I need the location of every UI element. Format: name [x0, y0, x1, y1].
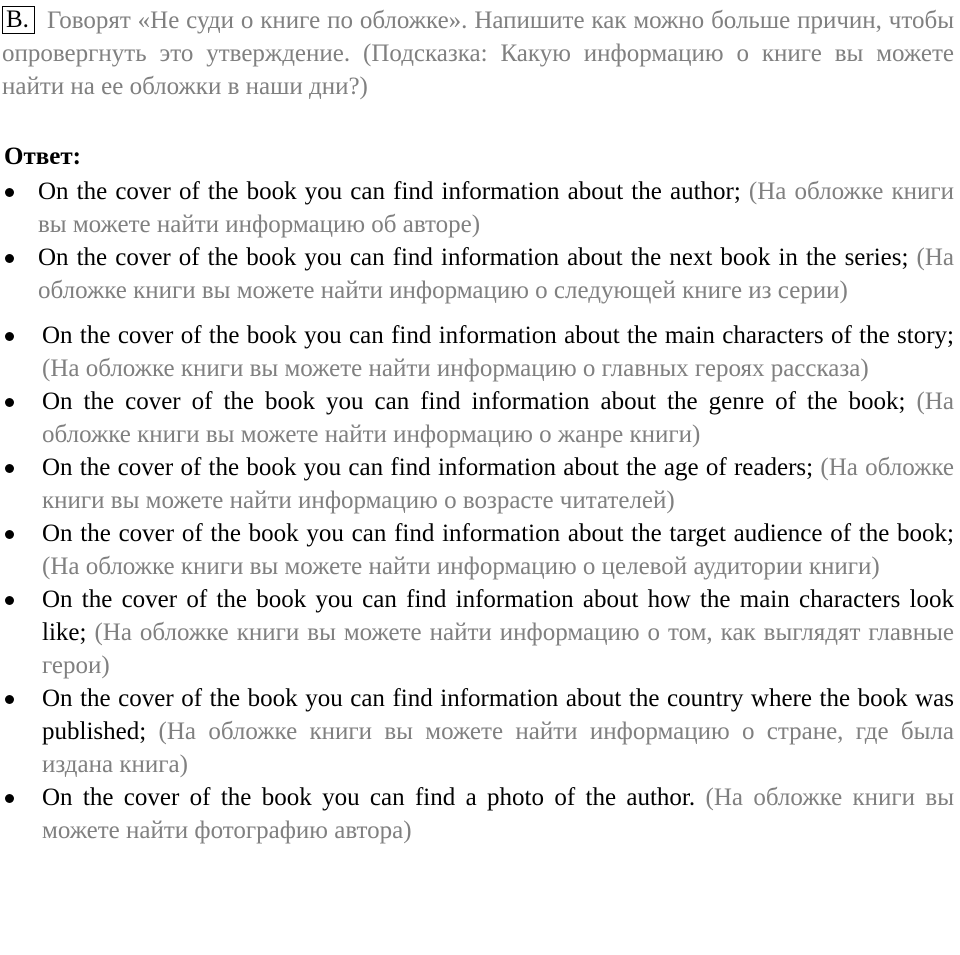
list-item — [2, 241, 954, 307]
answer-russian-translation: (На обложке книги вы можете найти информацию о том, как выглядят главные герои) — [42, 619, 955, 679]
bullet-icon — [5, 188, 14, 197]
task-label: B. — [2, 6, 35, 34]
answer-english-text: On the cover of the book you can find information about the age of readers; — [42, 454, 814, 481]
answer-russian-translation: (На обложке книги вы можете найти информацию о следующей книге из серии) — [38, 244, 954, 304]
bullet-icon — [5, 695, 14, 704]
list-item — [2, 682, 954, 781]
answer-heading: Ответ: — [4, 143, 81, 170]
answer-english-text: On the cover of the book you can find information about the main characters of the story; — [42, 322, 954, 349]
answer-russian-translation: (На обложке книги вы можете найти информацию о целевой аудитории книги) — [42, 553, 880, 580]
task-text: Говорят «Не суди о книге по обложке». Напишите как можно больше причин, чтобы опровергнуть это утверждение. (Подсказка: Какую информацию о книге вы можете найти на ее обложки в наши дни?) — [2, 7, 954, 100]
bullet-icon — [5, 254, 14, 263]
task-paragraph — [2, 4, 954, 103]
list-item — [2, 319, 954, 385]
answer-english-text: On the cover of the book you can find information about how the main characters look like; — [42, 586, 954, 646]
list-item — [2, 175, 954, 241]
answer-list — [2, 175, 954, 847]
answer-russian-translation: (На обложке книги вы можете найти информацию о возрасте читателей) — [42, 454, 954, 514]
bullet-icon — [5, 794, 14, 803]
bullet-icon — [5, 464, 14, 473]
answer-russian-translation: (На обложке книги вы можете найти информацию о стране, где была издана книга) — [42, 718, 955, 778]
answer-english-text: On the cover of the book you can find information about the author; — [38, 178, 741, 205]
bullet-icon — [5, 398, 14, 407]
bullet-icon — [5, 596, 14, 605]
answer-russian-translation: (На обложке книги вы можете найти информацию о жанре книги) — [42, 388, 955, 448]
answer-english-text: On the cover of the book you can find information about the country where the book was published; — [42, 685, 954, 745]
list-item — [2, 583, 954, 682]
list-item — [2, 781, 954, 847]
list-item — [2, 517, 954, 583]
answer-russian-translation: (На обложке книги вы можете найти информацию об авторе) — [38, 178, 955, 238]
list-item — [2, 451, 954, 517]
answer-english-text: On the cover of the book you can find information about the genre of the book; — [42, 388, 906, 415]
answer-english-text: On the cover of the book you can find information about the next book in the series; — [38, 244, 909, 271]
answer-english-text: On the cover of the book you can find a photo of the author. — [42, 784, 696, 811]
list-item — [2, 385, 954, 451]
bullet-icon — [5, 530, 14, 539]
answer-english-text: On the cover of the book you can find information about the target audience of the book; — [42, 520, 954, 547]
bullet-icon — [5, 332, 14, 341]
answer-russian-translation: (На обложке книги вы можете найти фотографию автора) — [42, 784, 955, 844]
answer-russian-translation: (На обложке книги вы можете найти информацию о главных героях рассказа) — [42, 355, 869, 382]
